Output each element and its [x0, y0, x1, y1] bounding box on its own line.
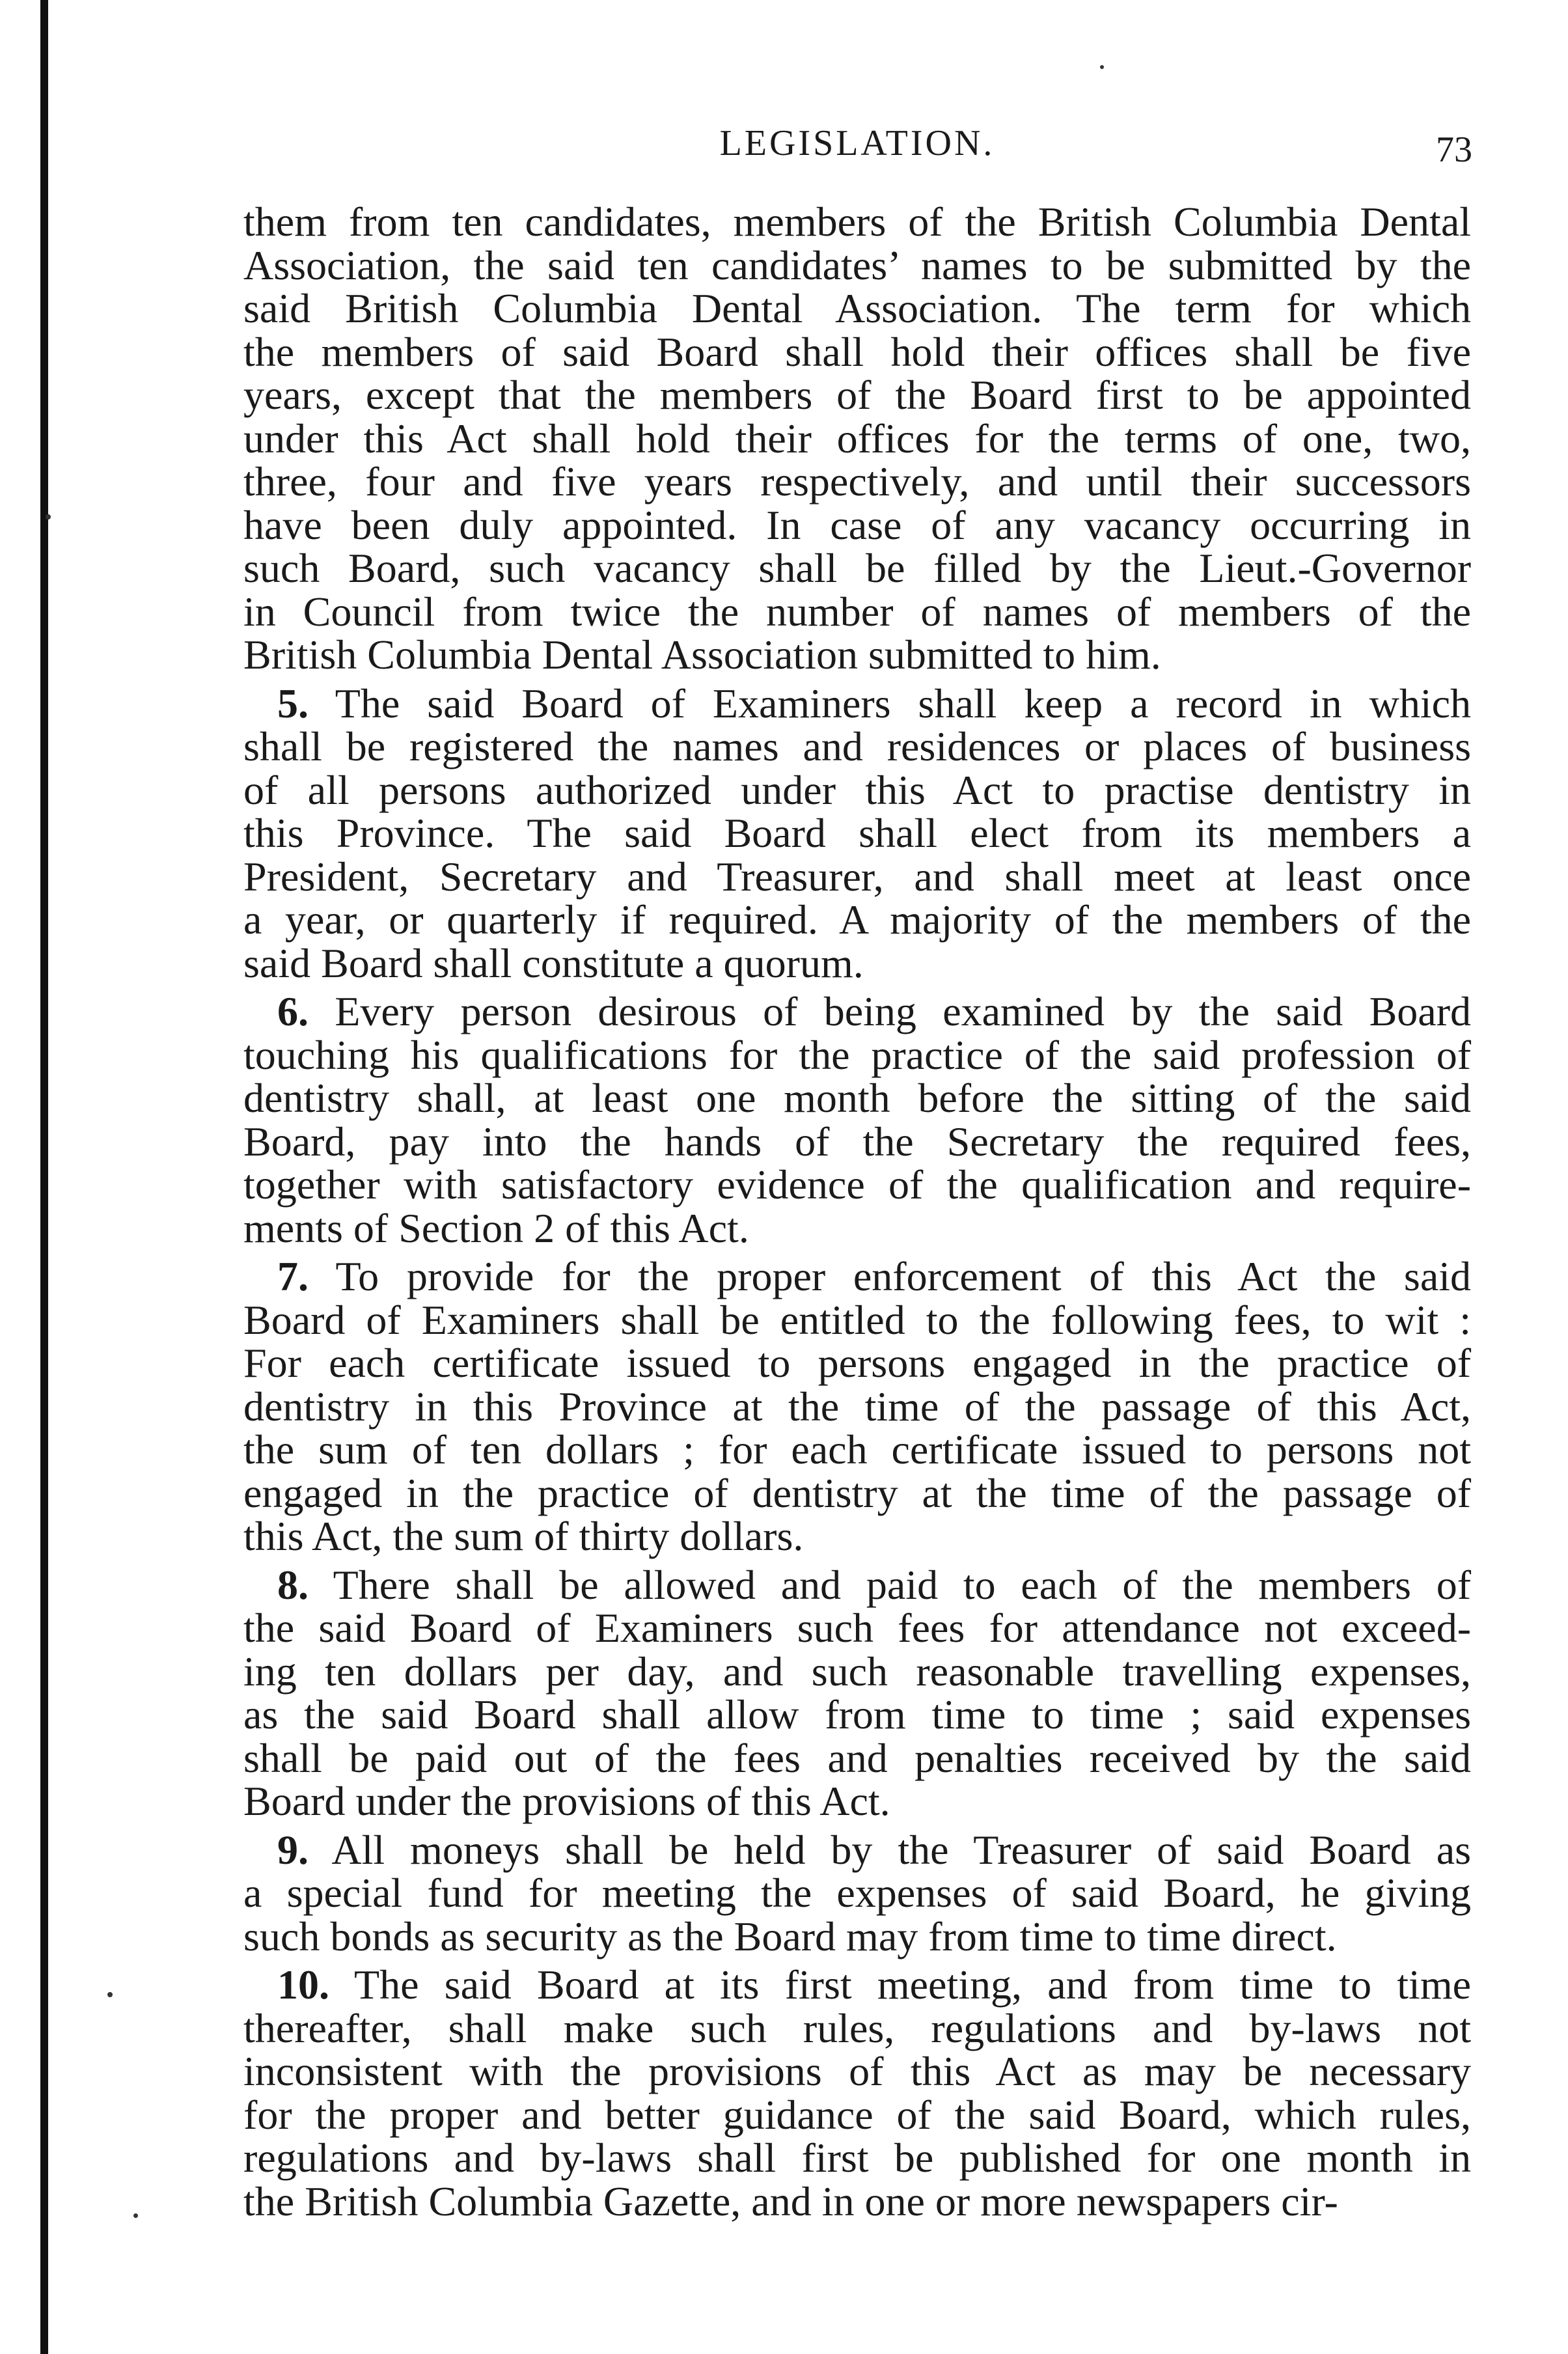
line-text: Every person desirous of being examined by the said Board	[335, 988, 1471, 1034]
running-title: LEGISLATION.	[719, 123, 995, 163]
text-line	[243, 417, 1471, 461]
line-text: ments of Section 2 of this Act.	[243, 1204, 749, 1251]
line-text: under this Act shall hold their offices for the terms of one, two,	[243, 415, 1471, 462]
text-line	[243, 1650, 1471, 1694]
text-line	[243, 1872, 1471, 1915]
text-line	[243, 855, 1471, 899]
text-line	[243, 1428, 1471, 1472]
text-line	[243, 1963, 1471, 2007]
line-text: shall be registered the names and residences or places of business	[243, 723, 1471, 769]
print-speck	[133, 2213, 138, 2218]
text-line	[243, 682, 1471, 726]
text-line	[243, 1077, 1471, 1120]
text-line	[243, 287, 1471, 331]
print-speck	[1100, 65, 1104, 69]
line-text: ing ten dollars per day, and such reasonable travelling expenses,	[243, 1648, 1471, 1695]
text-line	[243, 501, 1471, 548]
line-text: this Act, the sum of thirty dollars.	[243, 1513, 804, 1559]
line-text: the sum of ten dollars ; for each certificate issued to persons not	[243, 1426, 1471, 1473]
text-line	[243, 590, 1471, 634]
line-text: Association, the said ten candidates’ names to be submitted by the	[243, 242, 1471, 288]
line-text: a special fund for meeting the expenses of said Board, he giving	[243, 1870, 1471, 1916]
section-number: 5.	[277, 680, 309, 727]
line-text: The said Board at its first meeting, and from time to time	[354, 1961, 1472, 2008]
text-line	[243, 2050, 1471, 2094]
text-line	[243, 1515, 1471, 1558]
line-text: as the said Board shall allow from time to time ; said expenses	[243, 1691, 1471, 1738]
line-text: shall be paid out of the fees and penalties received by the said	[243, 1734, 1471, 1781]
line-text: a year, or quarterly if required. A majority of the members of the	[243, 896, 1471, 943]
line-text: dentistry shall, at least one month before the sitting of the said	[243, 1075, 1471, 1121]
text-line	[243, 244, 1471, 288]
text-line	[243, 547, 1471, 590]
section-paragraph	[243, 1963, 1471, 2223]
text-line	[243, 1385, 1471, 1429]
text-line	[243, 1734, 1471, 1781]
text-line	[243, 812, 1471, 855]
line-text: them from ten candidates, members of the British Columbia Dental	[243, 199, 1471, 245]
section-number: 10.	[277, 1961, 329, 2008]
line-text: such Board, such vacancy shall be filled by the Lieut.-Governor	[243, 545, 1471, 591]
page-number: 73	[1436, 130, 1472, 170]
line-text: engaged in the practice of dentistry at the time of the passage of	[243, 1469, 1471, 1516]
page-binding-edge	[40, 0, 48, 2354]
text-line	[243, 766, 1471, 813]
line-text: have been duly appointed. In case of any vacancy occurring in	[243, 501, 1471, 548]
line-text: To provide for the proper enforcement of this Act the said	[335, 1253, 1472, 1299]
line-text: inconsistent with the provisions of this Act as may be necessary	[243, 2048, 1471, 2094]
running-head	[243, 109, 1471, 181]
line-text: such bonds as security as the Board may from time to time direct.	[243, 1913, 1337, 1959]
line-text: British Columbia Dental Association submitted to him.	[243, 631, 1161, 678]
line-text: thereafter, shall make such rules, regulations and by-laws not	[243, 2004, 1471, 2051]
line-text: The said Board of Examiners shall keep a record in which	[335, 680, 1472, 727]
section-number: 9.	[277, 1826, 309, 1873]
text-line	[243, 374, 1471, 417]
page-body	[243, 201, 1471, 2223]
section-number: 8.	[277, 1561, 309, 1608]
line-text: regulations and by-laws shall first be published for one month in	[243, 2135, 1471, 2181]
line-text: Board, pay into the hands of the Secretary the required fees,	[243, 1118, 1471, 1165]
text-line	[243, 1296, 1471, 1343]
print-speck	[46, 514, 51, 519]
text-line	[243, 1342, 1471, 1385]
text-line	[243, 633, 1471, 677]
section-paragraph	[243, 1255, 1471, 1558]
text-line	[243, 2091, 1471, 2138]
line-text: Board under the provisions of this Act.	[243, 1778, 890, 1824]
text-line	[243, 1561, 1472, 1608]
text-line	[243, 1204, 1471, 1251]
line-text: this Province. The said Board shall elect from its members a	[243, 810, 1471, 856]
text-line	[243, 939, 1471, 986]
print-speck	[107, 1992, 113, 1997]
line-text: All moneys shall be held by the Treasurer of said Board as	[331, 1826, 1472, 1873]
text-line	[243, 1826, 1472, 1873]
text-line	[243, 1120, 1471, 1164]
text-line	[243, 990, 1471, 1034]
line-text: years, except that the members of the Board first to be appointed	[243, 372, 1471, 418]
line-text: President, Secretary and Treasurer, and shall meet at least once	[243, 853, 1471, 900]
text-line	[243, 201, 1471, 244]
section-paragraph	[243, 682, 1471, 986]
line-text: the members of said Board shall hold their offices shall be five	[243, 328, 1471, 375]
text-line	[243, 1780, 1471, 1823]
line-text: Board of Examiners shall be entitled to the following fees, to wit :	[243, 1296, 1471, 1343]
text-line	[243, 1255, 1471, 1299]
text-line	[243, 898, 1471, 942]
line-text: dentistry in this Province at the time of the passage of this Act,	[243, 1383, 1471, 1430]
section-number: 7.	[277, 1253, 309, 1299]
section-paragraph	[243, 1561, 1472, 1824]
text-line	[243, 328, 1471, 375]
text-line	[243, 2137, 1471, 2180]
text-line	[243, 725, 1471, 769]
line-text: of all persons authorized under this Act to practise dentistry in	[243, 766, 1471, 813]
text-line	[243, 460, 1471, 504]
line-text: the said Board of Examiners such fees for attendance not exceed-	[243, 1605, 1471, 1651]
line-text: said Board shall constitute a quorum.	[243, 939, 864, 986]
section-paragraph	[243, 990, 1471, 1250]
text-line	[243, 2180, 1471, 2224]
text-line	[243, 1469, 1471, 1516]
text-line	[243, 1031, 1471, 1078]
text-line	[243, 1693, 1471, 1737]
section-number: 6.	[277, 988, 309, 1034]
line-text: For each certificate issued to persons engaged in the practice of	[243, 1340, 1471, 1386]
line-text: together with satisfactory evidence of the qualification and require-	[243, 1161, 1471, 1208]
text-line	[243, 1163, 1471, 1207]
line-text: touching his qualifications for the practice of the said profession of	[243, 1031, 1471, 1078]
section-paragraph	[243, 1826, 1472, 1959]
text-line	[243, 1607, 1471, 1650]
line-text: There shall be allowed and paid to each of the members of	[333, 1561, 1472, 1608]
line-text: said British Columbia Dental Association. The term for which	[243, 285, 1471, 331]
text-line	[243, 1915, 1471, 1959]
text-line	[243, 2004, 1471, 2051]
continuation-paragraph	[243, 201, 1471, 677]
line-text: three, four and five years respectively, and until their successors	[243, 458, 1471, 505]
line-text: in Council from twice the number of names of members of the	[243, 588, 1471, 635]
line-text: for the proper and better guidance of the said Board, which rules,	[243, 2091, 1471, 2138]
line-text: the British Columbia Gazette, and in one or more newspapers cir-	[243, 2178, 1338, 2224]
